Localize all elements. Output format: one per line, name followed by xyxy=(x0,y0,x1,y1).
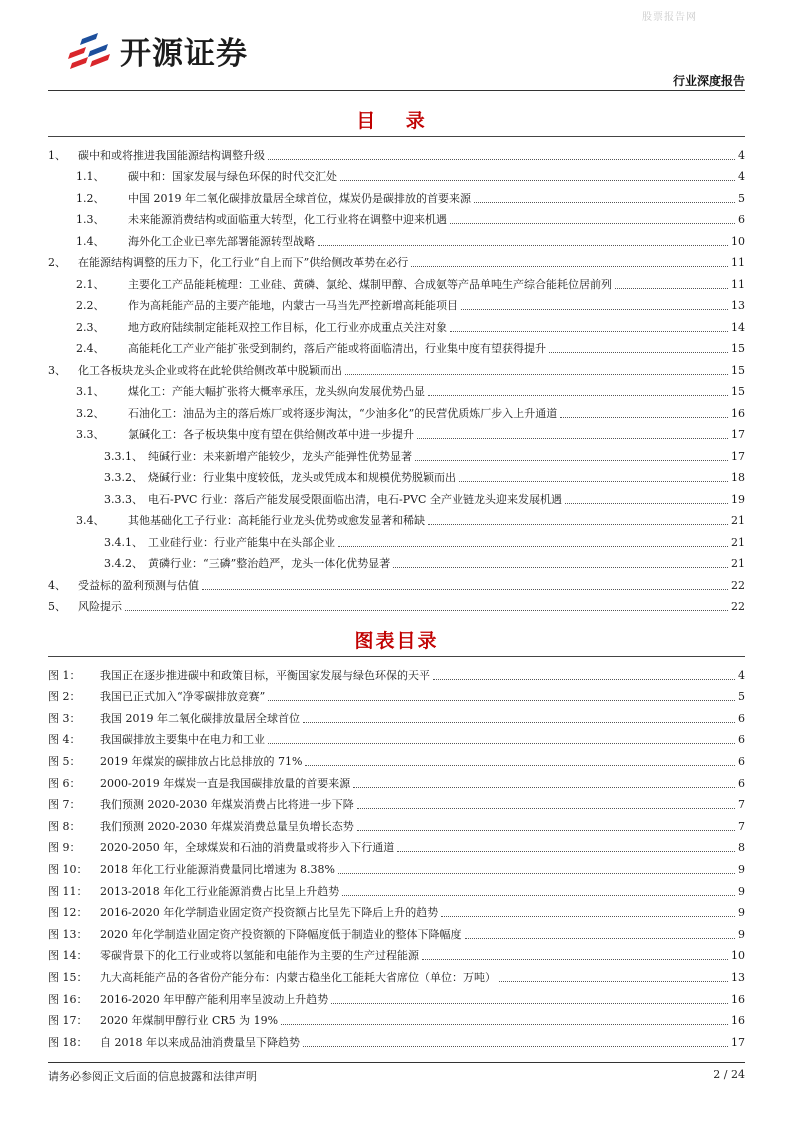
figure-entry[interactable] xyxy=(48,704,745,726)
entry-number: 图 14： xyxy=(48,949,88,963)
entry-page-number: 17 xyxy=(731,1035,745,1049)
toc-entry[interactable] xyxy=(48,356,745,378)
entry-text: 2018 年化工行业能源消费量同比增速为 8.38% xyxy=(100,862,335,876)
entry-number: 2.3、 xyxy=(76,320,105,334)
dot-leader xyxy=(331,1003,728,1004)
toc-entry[interactable] xyxy=(48,399,745,421)
entry-number: 5、 xyxy=(48,600,66,613)
entry-page-number: 4 xyxy=(738,668,745,682)
entry-page-number: 7 xyxy=(738,819,745,833)
entry-number: 1.2、 xyxy=(76,191,105,205)
figure-entry[interactable] xyxy=(48,1028,745,1050)
toc-title: 目 录 xyxy=(356,110,437,132)
entry-page-number: 6 xyxy=(738,754,745,768)
figure-list xyxy=(48,661,745,1050)
entry-text: 高能耗化工产业产能扩张受到制约，落后产能或将面临清出，行业集中度有望获得提升 xyxy=(128,342,546,355)
logo-mark-icon xyxy=(68,31,112,71)
entry-number: 1.1、 xyxy=(76,170,105,183)
dot-leader xyxy=(340,180,735,181)
dot-leader xyxy=(428,524,728,525)
toc-entry[interactable] xyxy=(48,141,745,163)
dot-leader xyxy=(281,1024,728,1025)
entry-text: 氯碱化工：各子板块集中度有望在供给侧改革中进一步提升 xyxy=(128,428,414,441)
table-of-contents xyxy=(48,141,745,614)
dot-leader xyxy=(549,352,728,353)
figure-entry[interactable] xyxy=(48,812,745,834)
entry-text: 2000-2019 年煤炭一直是我国碳排放量的首要来源 xyxy=(100,776,351,790)
toc-entry[interactable] xyxy=(48,378,745,400)
figure-entry[interactable] xyxy=(48,683,745,705)
figure-entry[interactable] xyxy=(48,747,745,769)
toc-entry[interactable] xyxy=(48,421,745,443)
company-logo xyxy=(68,28,248,73)
entry-page-number: 9 xyxy=(738,862,745,876)
entry-text: 九大高耗能产品的各省份产能分布：内蒙古稳坐化工能耗大省席位（单位：万吨） xyxy=(100,970,496,984)
entry-page-number: 7 xyxy=(738,798,745,812)
entry-page-number: 9 xyxy=(738,906,745,920)
dot-leader xyxy=(338,873,735,874)
entry-number: 图 10： xyxy=(48,862,88,876)
entry-number: 3.3、 xyxy=(76,428,105,441)
entry-text: 石油化工：油品为主的落后炼厂或将逐步淘汰，“少油多化”的民营优质炼厂步入上升通道 xyxy=(128,406,558,420)
entry-text: 中国 2019 年二氧化碳排放量居全球首位，煤炭仍是碳排放的首要来源 xyxy=(128,191,471,205)
entry-page-number: 8 xyxy=(738,841,745,855)
entry-number: 3、 xyxy=(48,363,66,377)
toc-entry[interactable] xyxy=(48,313,745,335)
dot-leader xyxy=(411,266,728,267)
entry-number: 1.4、 xyxy=(76,234,105,248)
entry-page-number: 6 xyxy=(738,213,745,226)
dot-leader xyxy=(465,938,736,939)
entry-number: 3.4.1、 xyxy=(104,535,143,549)
entry-text: 作为高耗能产品的主要产能地，内蒙古一马当先严控新增高耗能项目 xyxy=(128,299,458,312)
entry-page-number: 9 xyxy=(738,884,745,898)
entry-text: 2020 年煤制甲醇行业 CR5 为 19% xyxy=(100,1014,279,1028)
entry-text: 在能源结构调整的压力下，化工行业“自上而下”供给侧改革势在必行 xyxy=(78,256,409,269)
toc-entry[interactable] xyxy=(48,206,745,228)
watermark-text: 股票报告网 xyxy=(642,12,697,23)
entry-number: 图 6： xyxy=(48,776,81,790)
dot-leader xyxy=(459,481,728,482)
entry-text: 地方政府陆续制定能耗双控工作目标，化工行业亦成重点关注对象 xyxy=(128,320,447,334)
entry-text: 我们预测 2020-2030 年煤炭消费占比将进一步下降 xyxy=(100,798,354,812)
entry-text: 2020-2050 年，全球煤炭和石油的消费量或将步入下行通道 xyxy=(100,841,395,855)
dot-leader xyxy=(342,895,735,896)
entry-text: 工业硅行业：行业产能集中在头部企业 xyxy=(148,535,335,549)
dot-leader xyxy=(357,830,735,831)
figure-entry[interactable] xyxy=(48,791,745,813)
entry-number: 图 11： xyxy=(48,884,88,898)
footer-divider xyxy=(48,1062,745,1063)
entry-text: 2020 年化学制造业固定资产投资额的下降幅度低于制造业的整体下降幅度 xyxy=(100,927,462,941)
entry-page-number: 11 xyxy=(731,277,745,291)
toc-title-divider xyxy=(48,136,745,137)
entry-number: 2.4、 xyxy=(76,342,105,355)
report-type-label: 行业深度报告 xyxy=(672,74,745,88)
dot-leader xyxy=(615,288,728,289)
dot-leader xyxy=(305,765,735,766)
dot-leader xyxy=(461,309,728,310)
entry-page-number: 15 xyxy=(731,385,745,398)
entry-text: 其他基础化工子行业：高耗能行业龙头优势或愈发显著和稀缺 xyxy=(128,514,425,527)
entry-page-number: 17 xyxy=(731,449,745,463)
entry-number: 图 1： xyxy=(48,668,81,682)
entry-text: 零碳背景下的化工行业或将以氢能和电能作为主要的生产过程能源 xyxy=(100,949,419,963)
entry-number: 图 7： xyxy=(48,798,81,812)
dot-leader xyxy=(303,722,735,723)
footer-disclaimer: 请务必参阅正文后面的信息披露和法律声明 xyxy=(48,1070,257,1083)
dot-leader xyxy=(433,679,735,680)
entry-number: 3.2、 xyxy=(76,406,105,420)
toc-entry[interactable] xyxy=(48,227,745,249)
entry-number: 图 18： xyxy=(48,1035,88,1049)
figure-entry[interactable] xyxy=(48,942,745,964)
toc-entry[interactable] xyxy=(48,485,745,507)
entry-page-number: 22 xyxy=(731,600,745,613)
entry-page-number: 11 xyxy=(731,256,745,269)
dot-leader xyxy=(428,395,728,396)
entry-page-number: 15 xyxy=(731,342,745,355)
entry-number: 4、 xyxy=(48,578,66,592)
dot-leader xyxy=(397,851,735,852)
dot-leader xyxy=(268,700,735,701)
entry-text: 我国已正式加入“净零碳排放竞赛” xyxy=(100,690,266,704)
toc-entry[interactable] xyxy=(48,442,745,464)
entry-text: 碳中和：国家发展与绿色环保的时代交汇处 xyxy=(128,170,337,183)
entry-page-number: 14 xyxy=(731,320,745,334)
toc-entry[interactable] xyxy=(48,507,745,529)
figure-entry[interactable] xyxy=(48,899,745,921)
dot-leader xyxy=(560,417,728,418)
figure-entry[interactable] xyxy=(48,985,745,1007)
entry-text: 风险提示 xyxy=(78,600,122,613)
entry-number: 3.3.2、 xyxy=(104,471,143,484)
entry-number: 图 17： xyxy=(48,1014,88,1028)
entry-text: 2016-2020 年甲醇产能利用率呈波动上升趋势 xyxy=(100,992,329,1006)
entry-page-number: 10 xyxy=(731,234,745,248)
figure-entry[interactable] xyxy=(48,963,745,985)
dot-leader xyxy=(125,610,728,611)
figure-entry[interactable] xyxy=(48,920,745,942)
entry-number: 图 4： xyxy=(48,733,81,747)
dot-leader xyxy=(417,438,728,439)
figure-list-title: 图表目录 xyxy=(354,630,439,652)
entry-text: 受益标的盈利预测与估值 xyxy=(78,578,199,592)
toc-entry[interactable] xyxy=(48,163,745,185)
dot-leader xyxy=(474,202,735,203)
entry-text: 碳中和或将推进我国能源结构调整升级 xyxy=(78,148,265,162)
toc-entry[interactable] xyxy=(48,335,745,357)
dot-leader xyxy=(268,159,735,160)
dot-leader xyxy=(415,460,728,461)
figure-entry[interactable] xyxy=(48,855,745,877)
entry-page-number: 6 xyxy=(738,733,745,747)
entry-text: 主要化工产品能耗梳理：工业硅、黄磷、氯纶、煤制甲醇、合成氨等产品单吨生产综合能耗位居前列 xyxy=(128,277,612,291)
dot-leader xyxy=(318,245,728,246)
entry-page-number: 21 xyxy=(731,557,745,570)
toc-entry[interactable] xyxy=(48,550,745,572)
entry-number: 图 2： xyxy=(48,690,81,704)
entry-page-number: 13 xyxy=(731,970,745,984)
toc-entry[interactable] xyxy=(48,292,745,314)
toc-entry[interactable] xyxy=(48,270,745,292)
figure-entry[interactable] xyxy=(48,661,745,683)
entry-page-number: 22 xyxy=(731,578,745,592)
entry-page-number: 21 xyxy=(731,514,745,527)
toc-entry[interactable] xyxy=(48,464,745,486)
entry-text: 我国正在逐步推进碳中和政策目标，平衡国家发展与绿色环保的天平 xyxy=(100,668,430,682)
entry-number: 3.3.1、 xyxy=(104,449,143,463)
entry-page-number: 16 xyxy=(731,406,745,420)
entry-number: 3.3.3、 xyxy=(104,492,143,506)
entry-text: 我国碳排放主要集中在电力和工业 xyxy=(100,733,265,747)
dot-leader xyxy=(450,223,735,224)
entry-text: 纯碱行业：未来新增产能较少，龙头产能弹性优势显著 xyxy=(148,449,412,463)
entry-page-number: 17 xyxy=(731,428,745,441)
entry-text: 烧碱行业：行业集中度较低，龙头或凭成本和规模优势脱颖而出 xyxy=(148,471,456,484)
dot-leader xyxy=(565,503,728,504)
toc-entry[interactable] xyxy=(48,571,745,593)
entry-page-number: 4 xyxy=(738,170,745,183)
entry-number: 图 8： xyxy=(48,819,81,833)
figure-entry[interactable] xyxy=(48,726,745,748)
dot-leader xyxy=(393,567,728,568)
toc-entry[interactable] xyxy=(48,593,745,615)
dot-leader xyxy=(357,808,735,809)
entry-number: 1、 xyxy=(48,148,66,162)
entry-number: 3.1、 xyxy=(76,385,105,398)
dot-leader xyxy=(345,374,728,375)
dot-leader xyxy=(450,331,728,332)
entry-number: 2、 xyxy=(48,256,66,269)
figure-entry[interactable] xyxy=(48,769,745,791)
entry-text: 海外化工企业已率先部署能源转型战略 xyxy=(128,234,315,248)
entry-number: 图 12： xyxy=(48,906,88,920)
entry-page-number: 6 xyxy=(738,711,745,725)
entry-text: 黄磷行业：“三磷”整治趋严，龙头一体化优势显著 xyxy=(148,557,391,570)
entry-page-number: 21 xyxy=(731,535,745,549)
entry-text: 未来能源消费结构或面临重大转型，化工行业将在调整中迎来机遇 xyxy=(128,213,447,226)
toc-entry[interactable] xyxy=(48,528,745,550)
entry-number: 2.2、 xyxy=(76,299,105,312)
dot-leader xyxy=(303,1046,728,1047)
entry-number: 图 9： xyxy=(48,841,81,855)
entry-number: 图 5： xyxy=(48,754,81,768)
dot-leader xyxy=(338,546,728,547)
entry-text: 我们预测 2020-2030 年煤炭消费总量呈负增长态势 xyxy=(100,819,354,833)
dot-leader xyxy=(499,981,728,982)
logo-text: 开源证券 xyxy=(120,36,248,72)
entry-page-number: 15 xyxy=(731,363,745,377)
entry-text: 2016-2020 年化学制造业固定资产投资额占比呈先下降后上升的趋势 xyxy=(100,906,439,920)
entry-page-number: 16 xyxy=(731,992,745,1006)
entry-text: 2013-2018 年化工行业能源消费占比呈上升趋势 xyxy=(100,884,340,898)
entry-page-number: 16 xyxy=(731,1014,745,1028)
entry-page-number: 9 xyxy=(738,927,745,941)
toc-entry[interactable] xyxy=(48,249,745,271)
dot-leader xyxy=(202,589,728,590)
figure-entry[interactable] xyxy=(48,877,745,899)
entry-number: 2.1、 xyxy=(76,277,105,291)
header-divider xyxy=(48,90,745,91)
dot-leader xyxy=(268,743,735,744)
entry-number: 3.4.2、 xyxy=(104,557,143,570)
entry-page-number: 18 xyxy=(731,471,745,484)
entry-text: 化工各板块龙头企业或将在此轮供给侧改革中脱颖而出 xyxy=(78,363,342,377)
entry-number: 3.4、 xyxy=(76,514,105,527)
entry-number: 图 3： xyxy=(48,711,81,725)
page-indicator: 2 / 24 xyxy=(713,1068,745,1081)
dot-leader xyxy=(422,959,728,960)
entry-number: 1.3、 xyxy=(76,213,105,226)
entry-number: 图 16： xyxy=(48,992,88,1006)
entry-page-number: 19 xyxy=(731,492,745,506)
entry-page-number: 13 xyxy=(731,299,745,312)
toc-entry[interactable] xyxy=(48,184,745,206)
entry-page-number: 5 xyxy=(738,690,745,704)
entry-page-number: 5 xyxy=(738,191,745,205)
dot-leader xyxy=(441,916,735,917)
figure-entry[interactable] xyxy=(48,834,745,856)
entry-page-number: 6 xyxy=(738,776,745,790)
dot-leader xyxy=(353,787,735,788)
entry-page-number: 4 xyxy=(738,148,745,162)
entry-number: 图 13： xyxy=(48,927,88,941)
entry-text: 我国 2019 年二氧化碳排放量居全球首位 xyxy=(100,711,300,725)
entry-text: 电石-PVC 行业：落后产能发展受限面临出清，电石-PVC 全产业链龙头迎来发展机遇 xyxy=(148,492,562,506)
entry-number: 图 15： xyxy=(48,970,88,984)
figure-entry[interactable] xyxy=(48,1007,745,1029)
figure-list-divider xyxy=(48,656,745,657)
entry-text: 煤化工：产能大幅扩张将大概率承压，龙头纵向发展优势凸显 xyxy=(128,385,425,398)
entry-text: 2019 年煤炭的碳排放占比总排放的 71% xyxy=(100,754,303,768)
entry-text: 自 2018 年以来成品油消费量呈下降趋势 xyxy=(100,1035,300,1049)
entry-page-number: 10 xyxy=(731,949,745,963)
